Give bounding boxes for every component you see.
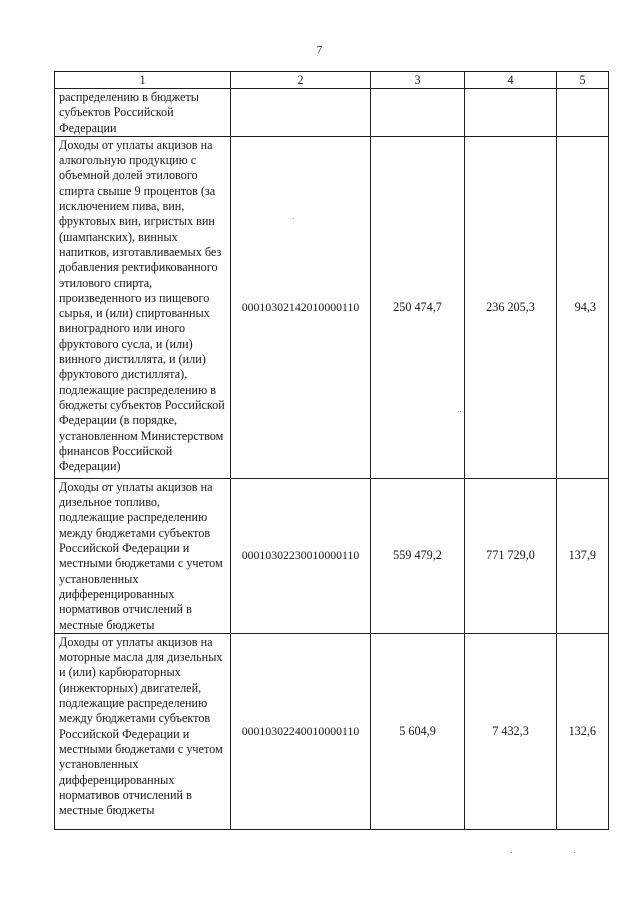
row-col3-value: 250 474,7 [371, 136, 465, 478]
row-col3-value [371, 89, 465, 137]
page-number: 7 [316, 44, 323, 56]
revenue-table [54, 71, 609, 830]
row-col5-value [557, 89, 609, 137]
row-col4-value: 771 729,0 [465, 478, 557, 633]
row-code [231, 89, 371, 137]
scan-speck [511, 852, 512, 853]
row-code: 00010302240010000110 [231, 633, 371, 829]
row-name: распределению в бюджеты субъектов Российской Федерации [55, 89, 231, 137]
table-row [55, 136, 609, 478]
row-name: Доходы от уплаты акцизов на алкогольную продукцию с объемной долей этилового спирта свыше 9 процентов (за исключением пива, вин, фруктовых вин, игристых вин (шампанских), винных напитков, изготавливаемых без добавления ректификованного этилового спирта, произведенного из пищевого сырья, и (или) спиртованных виноградного или иного фруктового сусла, и (или) винного дистиллята, и (или) фруктового дистиллята), подлежащие распределению в бюджеты субъектов Российской Федерации (в порядке, установленном Министерством финансов Российской Федерации) [55, 136, 231, 478]
row-col4-value [465, 89, 557, 137]
column-header-4: 4 [465, 72, 557, 89]
table-header-row [55, 72, 609, 89]
table-row [55, 478, 609, 633]
row-col5-value: 137,9 [557, 478, 609, 633]
scan-speck [574, 852, 575, 853]
table-row [55, 89, 609, 137]
row-col3-value: 5 604,9 [371, 633, 465, 829]
row-code: 00010302230010000110 [231, 478, 371, 633]
scan-speck [293, 218, 294, 219]
table-row [55, 633, 609, 829]
row-col3-value: 559 479,2 [371, 478, 465, 633]
row-code: 00010302142010000110 [231, 136, 371, 478]
column-header-5: 5 [557, 72, 609, 89]
column-header-1: 1 [55, 72, 231, 89]
scan-speck [460, 411, 461, 412]
row-col5-value: 94,3 [557, 136, 609, 478]
row-name: Доходы от уплаты акцизов на дизельное топливо, подлежащие распределению между бюджетами субъектов Российской Федерации и местными бюджетами с учетом установленных дифференцированных нормативов отчислений в местные бюджеты [55, 478, 231, 633]
row-name: Доходы от уплаты акцизов на моторные масла для дизельных и (или) карбюраторных (инжекторных) двигателей, подлежащие распределению между бюджетами субъектов Российской Федерации и местными бюджетами с учетом установленных дифференцированных нормативов отчислений в местные бюджеты [55, 633, 231, 829]
row-col4-value: 7 432,3 [465, 633, 557, 829]
column-header-3: 3 [371, 72, 465, 89]
row-col5-value: 132,6 [557, 633, 609, 829]
column-header-2: 2 [231, 72, 371, 89]
row-col4-value: 236 205,3 [465, 136, 557, 478]
